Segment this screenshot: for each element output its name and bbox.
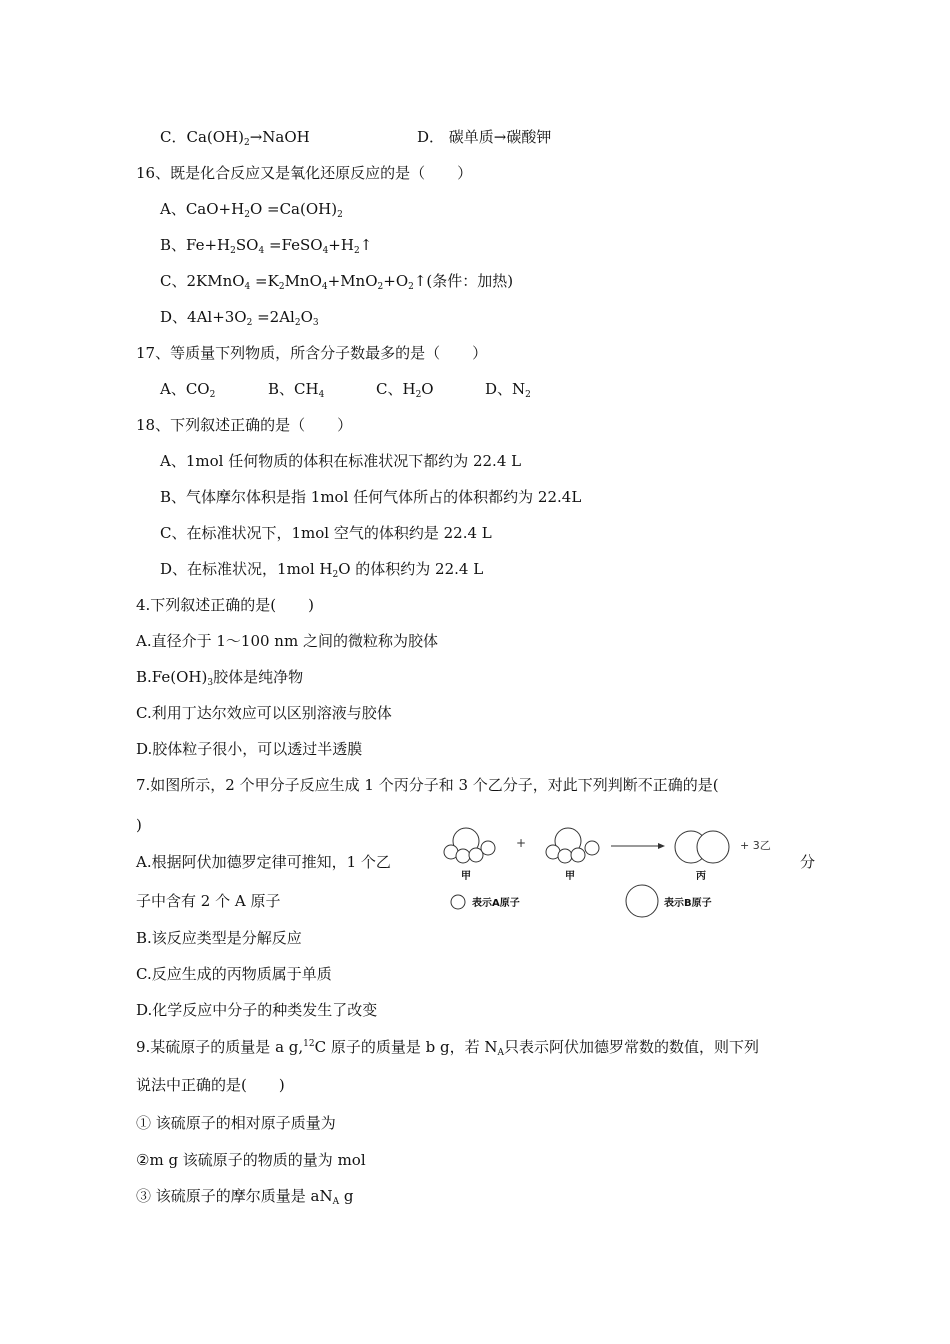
q18-stem: 18、下列叙述正确的是（ ）: [136, 416, 353, 434]
q9-stem: 9.某硫原子的质量是 a g,$^{12}$C 原子的质量是 b g，若 $N_A$只表示阿伏加德罗常数的数值，则下列: [136, 1038, 760, 1058]
q15-option-d: D． 碳单质→碳酸钾: [417, 128, 552, 146]
legend-a-atom-icon: [451, 895, 465, 909]
q4-option-a: A.直径介于 1～100 nm 之间的微粒称为胶体: [136, 632, 438, 650]
reaction-diagram: [436, 822, 786, 920]
q17-option-c: C、$H_2O$: [376, 380, 434, 400]
molecule-bing: [675, 831, 729, 863]
q7-option-a-tail: 分: [800, 853, 816, 871]
q9-item-1: ① 该硫原子的相对原子质量为: [136, 1114, 336, 1132]
q4-option-d: D.胶体粒子很小，可以透过半透膜: [136, 740, 363, 758]
q4-stem: 4.下列叙述正确的是( ): [136, 596, 315, 614]
q18-option-d: D、在标准状况，1mol $H_2O$ 的体积约为 22.4 L: [160, 560, 484, 580]
q9-stem-line2: 说法中正确的是( ): [136, 1076, 285, 1094]
figure-plus-sign: +: [516, 836, 527, 850]
molecule-jia-1: [444, 828, 495, 863]
q17-stem: 17、等质量下列物质，所含分子数最多的是（ ）: [136, 344, 488, 362]
q7-stem: 7.如图所示，2 个甲分子反应生成 1 个丙分子和 3 个乙分子，对此下列判断不正确的是(: [136, 776, 719, 794]
legend-b-text: 表示B原子: [664, 898, 712, 909]
q7-option-a-line2: 子中含有 2 个 A 原子: [136, 892, 281, 910]
q17-option-b: B、$CH_4$: [268, 380, 325, 400]
q4-option-c: C.利用丁达尔效应可以区别溶液与胶体: [136, 704, 392, 722]
q4-option-b: $B.Fe(OH)_3$胶体是纯净物: [136, 668, 304, 688]
q16-option-b: B、$Fe+H_2SO_4$ $=FeSO_4+H_2↑$: [160, 236, 373, 256]
legend-a-text: 表示A原子: [472, 898, 520, 909]
q16-option-a: A、$CaO+H_2O =Ca(OH)_2$: [160, 200, 343, 220]
q16-option-c: C、2KMnO$_4$ $=K_2MnO_4+MnO_2+O_2↑$(条件：加热): [160, 272, 514, 292]
label-jia-2: 甲: [565, 871, 575, 882]
q17-option-a: A、$CO_2$: [160, 380, 216, 400]
label-jia-1: 甲: [461, 871, 471, 882]
q7-option-d: D.化学反应中分子的种类发生了改变: [136, 1001, 378, 1019]
q18-option-c: C、在标准状况下，1mol 空气的体积约是 22.4 L: [160, 524, 492, 542]
q7-option-c: C.反应生成的丙物质属于单质: [136, 965, 332, 983]
legend-b-atom-icon: [626, 885, 658, 917]
q9-item-2: ②m g 该硫原子的物质的量为 mol: [136, 1151, 366, 1169]
label-bing: 丙: [696, 871, 706, 882]
q7-stem-end: ): [136, 816, 142, 834]
q17-option-d: D、$N_2$: [485, 380, 531, 400]
q18-option-a: A、1mol 任何物质的体积在标准状况下都约为 22.4 L: [160, 452, 522, 470]
q15-option-c: C．$Ca(OH)_2\to NaOH$: [160, 128, 310, 148]
q16-stem: 16、既是化合反应又是氧化还原反应的是（ ）: [136, 164, 473, 182]
molecule-jia-2: [546, 828, 599, 863]
reaction-arrow: [611, 843, 665, 849]
figure-product-coefficient: + 3乙: [740, 839, 771, 852]
q18-option-b: B、气体摩尔体积是指 1mol 任何气体所占的体积都约为 22.4L: [160, 488, 582, 506]
q7-option-a-line1: A.根据阿伏加德罗定律可推知，1 个乙: [136, 853, 391, 871]
q16-option-d: D、$4Al+3O_2 =2Al_2O_3$: [160, 308, 319, 328]
q7-option-b: B.该反应类型是分解反应: [136, 929, 302, 947]
q9-item-3: ③ 该硫原子的摩尔质量是 $aN_A$ g: [136, 1187, 354, 1207]
